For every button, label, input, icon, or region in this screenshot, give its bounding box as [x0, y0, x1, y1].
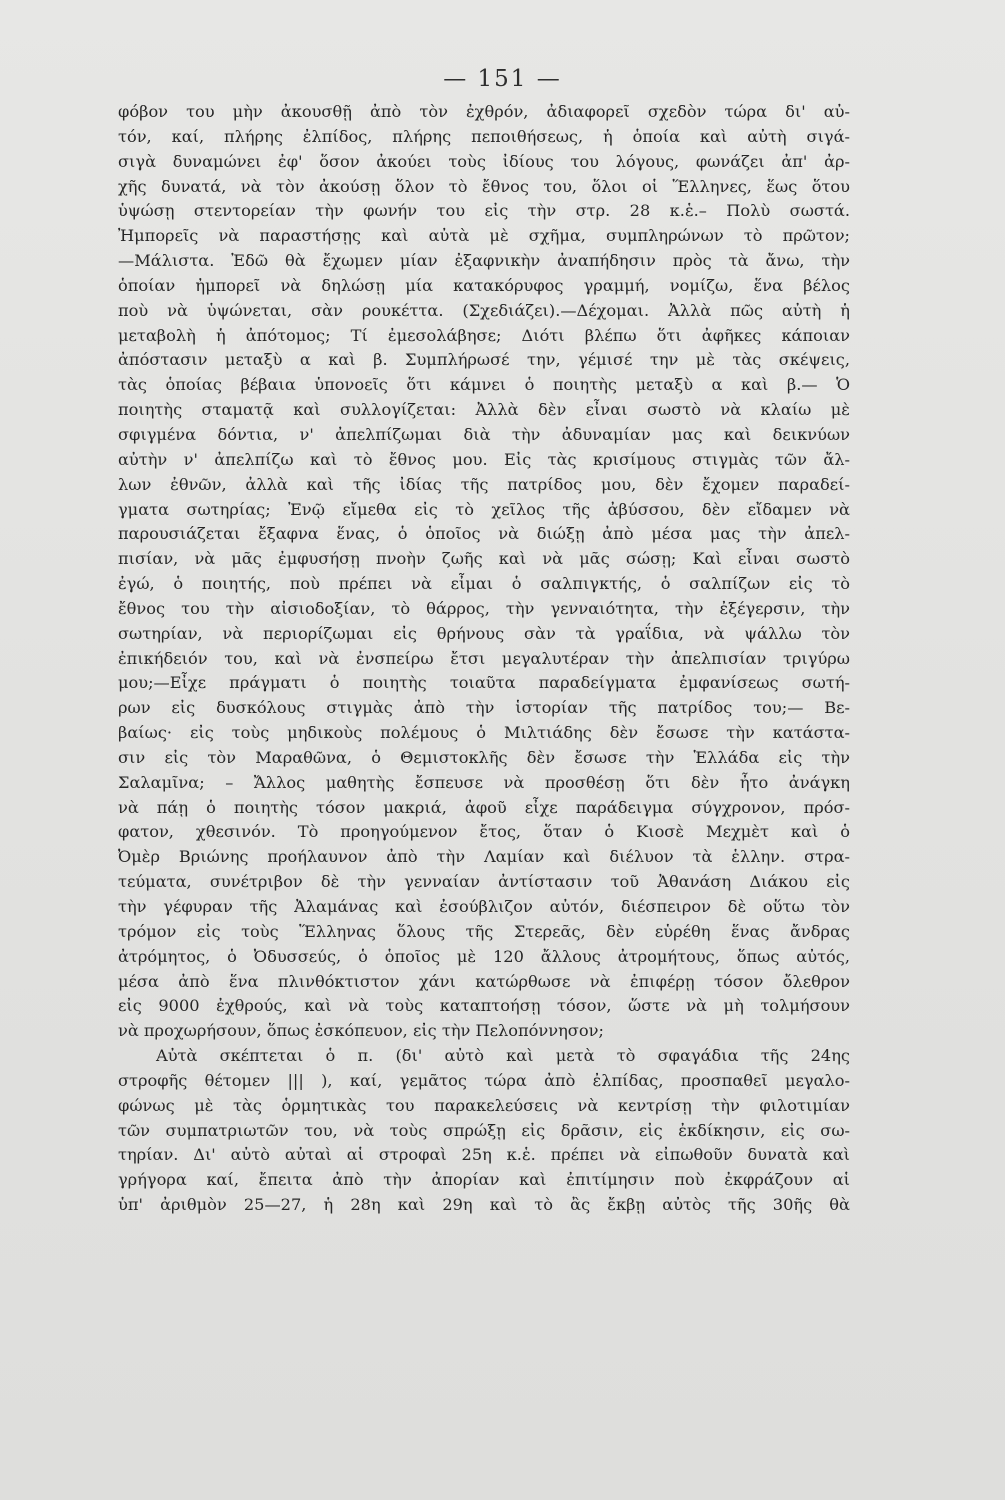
- body-text: [118, 100, 850, 1218]
- text-line: ἀτρόμητος, ὁ Ὀδυσσεύς, ὁ ὁποῖος μὲ 120 ἄλλους ἀτρομήτους, ὅπως αὐτός,: [118, 946, 850, 966]
- text-line: σφιγμένα δόντια, ν' ἀπελπίζωμαι διὰ τὴν ἀδυναμίαν μας καὶ δεικνύων: [118, 424, 850, 444]
- text-line: τῶν συμπατριωτῶν του, νὰ τοὺς σπρώξῃ εἰς δρᾶσιν, εἰς ἐκδίκησιν, εἰς σω-: [118, 1120, 850, 1140]
- text-line: ἀπόστασιν μεταξὺ α καὶ β. Συμπλήρωσέ την, γέμισέ την μὲ τὰς σκέψεις,: [118, 350, 850, 370]
- text-line: Ἠμπορεῖς νὰ παραστήσῃς καὶ αὐτὰ μὲ σχῆμα, συμπληρώνων τὸ πρῶτον;: [118, 226, 850, 246]
- text-line: ἔθνος του τὴν αἰσιοδοξίαν, τὸ θάρρος, τὴν γενναιότητα, τὴν ἐξέγερσιν, τὴν: [118, 598, 850, 618]
- text-line: ὑπ' ἀριθμὸν 25—27, ἡ 28η καὶ 29η καὶ τὸ ἂς ἔκβῃ αὐτὸς τῆς 30ῆς θὰ: [118, 1195, 850, 1215]
- text-line: τόν, καί, πλήρης ἐλπίδος, πλήρης πεποιθήσεως, ἡ ὁποία καὶ αὐτὴ σιγά-: [118, 126, 850, 146]
- text-line: φόβον του μὴν ἀκουσθῇ ἀπὸ τὸν ἐχθρόν, ἀδιαφορεῖ σχεδὸν τώρα δι' αὐ-: [118, 102, 850, 121]
- text-line: τὰς ὁποίας βέβαια ὑπονοεῖς ὅτι κάμνει ὁ ποιητὴς μεταξὺ α καὶ β.— Ὁ: [118, 375, 850, 395]
- text-line: νὰ πάῃ ὁ ποιητὴς τόσον μακριά, ἀφοῦ εἶχε παράδειγμα σύγχρονον, πρόσ-: [118, 797, 850, 817]
- text-line: στροφῆς θέτομεν ||| ), καί, γεμᾶτος τώρα ἀπὸ ἐλπίδας, προσπαθεῖ μεγαλο-: [118, 1070, 850, 1090]
- page-number: — 151 —: [443, 66, 562, 92]
- text-line: μεταβολὴ ἡ ἀπότομος; Τί ἐμεσολάβησε; Διότι βλέπω ὅτι ἀφῆκες κάποιαν: [118, 325, 850, 345]
- text-line: ὑψώσῃ στεντορείαν τὴν φωνήν του εἰς τὴν στρ. 28 κ.ἑ.– Πολὺ σωστά.: [118, 201, 850, 221]
- text-line: φατον, χθεσινόν. Τὸ προηγούμενον ἔτος, ὅταν ὁ Κιοσὲ Μεχμὲτ καὶ ὁ: [118, 822, 850, 842]
- text-line: βαίως· εἰς τοὺς μηδικοὺς πολέμους ὁ Μιλτιάδης δὲν ἔσωσε τὴν κατάστα-: [118, 723, 850, 743]
- text-line: σιν εἰς τὸν Μαραθῶνα, ὁ Θεμιστοκλῆς δὲν ἔσωσε τὴν Ἑλλάδα εἰς τὴν: [118, 747, 850, 767]
- text-line: παρουσιάζεται ἔξαφνα ἕνας, ὁ ὁποῖος νὰ διώξῃ ἀπὸ μέσα μας τὴν ἀπελ-: [118, 524, 850, 544]
- text-line: χῆς δυνατά, νὰ τὸν ἀκούσῃ ὅλον τὸ ἔθνος του, ὅλοι οἱ Ἕλληνες, ἕως ὅτου: [118, 176, 850, 196]
- text-line: ἐγώ, ὁ ποιητής, ποὺ πρέπει νὰ εἶμαι ὁ σαλπιγκτής, ὁ σαλπίζων εἰς τὸ: [118, 574, 850, 594]
- text-line: —Μάλιστα. Ἐδῶ θὰ ἔχωμεν μίαν ἐξαφνικὴν ἀναπήδησιν πρὸς τὰ ἄνω, τὴν: [118, 251, 850, 271]
- text-line: νὰ προχωρήσουν, ὅπως ἐσκόπευον, εἰς τὴν Πελοπόννησον;: [118, 1021, 604, 1041]
- text-line: φώνως μὲ τὰς ὁρμητικὰς του παρακελεύσεις νὰ κεντρίσῃ τὴν φιλοτιμίαν: [118, 1095, 850, 1115]
- text-line: μου;—Εἶχε πράγματι ὁ ποιητὴς τοιαῦτα παραδείγματα ἐμφανίσεως σωτή-: [118, 673, 850, 693]
- text-line: γρήγορα καί, ἔπειτα ἀπὸ τὴν ἀπορίαν καὶ ἐπιτίμησιν ποὺ ἐκφράζουν αἱ: [118, 1170, 850, 1190]
- text-line: ποιητὴς σταματᾷ καὶ συλλογίζεται: Ἀλλὰ δὲν εἶναι σωστὸ νὰ κλαίω μὲ: [118, 400, 850, 420]
- text-line: Σαλαμῖνα; – Ἄλλος μαθητὴς ἔσπευσε νὰ προσθέσῃ ὅτι δὲν ἦτο ἀνάγκη: [118, 772, 850, 792]
- text-line: τρόμον εἰς τοὺς Ἕλληνας ὅλους τῆς Στερεᾶς, δὲν εὑρέθη ἕνας ἄνδρας: [118, 921, 850, 941]
- text-line: τεύματα, συνέτριβον δὲ τὴν γενναίαν ἀντίστασιν τοῦ Ἀθανάση Διάκου εἰς: [118, 872, 850, 892]
- text-line: ρων εἰς δυσκόλους στιγμὰς ἀπὸ τὴν ἱστορίαν τῆς πατρίδος του;— Βε-: [118, 698, 850, 718]
- text-line: ποὺ νὰ ὑψώνεται, σὰν ρουκέττα. (Σχεδιάζει).—Δέχομαι. Ἀλλὰ πῶς αὐτὴ ἡ: [118, 300, 850, 320]
- text-line: γματα σωτηρίας; Ἐνῷ εἴμεθα εἰς τὸ χεῖλος τῆς ἀβύσσου, δὲν εἴδαμεν νὰ: [118, 499, 850, 519]
- text-line: σωτηρίαν, νὰ περιορίζωμαι εἰς θρήνους σὰν τὰ γραΐδια, νὰ ψάλλω τὸν: [118, 623, 850, 643]
- text-line: ἐπικήδειόν του, καὶ νὰ ἐνσπείρω ἔτσι μεγαλυτέραν τὴν ἀπελπισίαν τριγύρω: [118, 648, 850, 668]
- text-line: εἰς 9000 ἐχθρούς, καὶ νὰ τοὺς καταπτοήσῃ τόσον, ὥστε νὰ μὴ τολμήσουν: [118, 996, 850, 1016]
- text-line: Αὐτὰ σκέπτεται ὁ π. (δι' αὐτὸ καὶ μετὰ τὸ σφαγάδια τῆς 24ης: [156, 1046, 850, 1066]
- text-line: πισίαν, νὰ μᾶς ἐμφυσήσῃ πνοὴν ζωῆς καὶ νὰ μᾶς σώσῃ; Καὶ εἶναι σωστὸ: [118, 549, 850, 569]
- text-line: αὐτὴν ν' ἀπελπίζω καὶ τὸ ἔθνος μου. Εἰς τὰς κρισίμους στιγμὰς τῶν ἄλ-: [118, 449, 850, 469]
- text-line: τὴν γέφυραν τῆς Ἀλαμάνας καὶ ἐσούβλιζον αὐτόν, διέσπειρον δὲ οὕτω τὸν: [118, 897, 850, 916]
- text-line: σιγὰ δυναμώνει ἐφ' ὅσον ἀκούει τοὺς ἰδίους του λόγους, φωνάζει ἀπ' ἀρ-: [118, 151, 850, 171]
- text-line: μέσα ἀπὸ ἕνα πλινθόκτιστον χάνι κατώρθωσε νὰ ἐπιφέρῃ τόσον ὄλεθρον: [118, 971, 850, 991]
- text-line: τηρίαν. Δι' αὐτὸ αὐταὶ αἱ στροφαὶ 25η κ.ἑ. πρέπει νὰ εἰπωθοῦν δυνατὰ καὶ: [118, 1145, 850, 1165]
- text-line: Ὀμὲρ Βριώνης προήλαυνον ἀπὸ τὴν Λαμίαν καὶ διέλυον τὰ ἑλλην. στρα-: [118, 847, 850, 867]
- text-line: ὁποίαν ἠμπορεῖ νὰ δηλώσῃ μία κατακόρυφος γραμμή, νομίζω, ἕνα βέλος: [118, 275, 850, 295]
- text-line: λων ἐθνῶν, ἀλλὰ καὶ τῆς ἰδίας τῆς πατρίδος μου, δὲν ἔχομεν παραδεί-: [118, 474, 850, 494]
